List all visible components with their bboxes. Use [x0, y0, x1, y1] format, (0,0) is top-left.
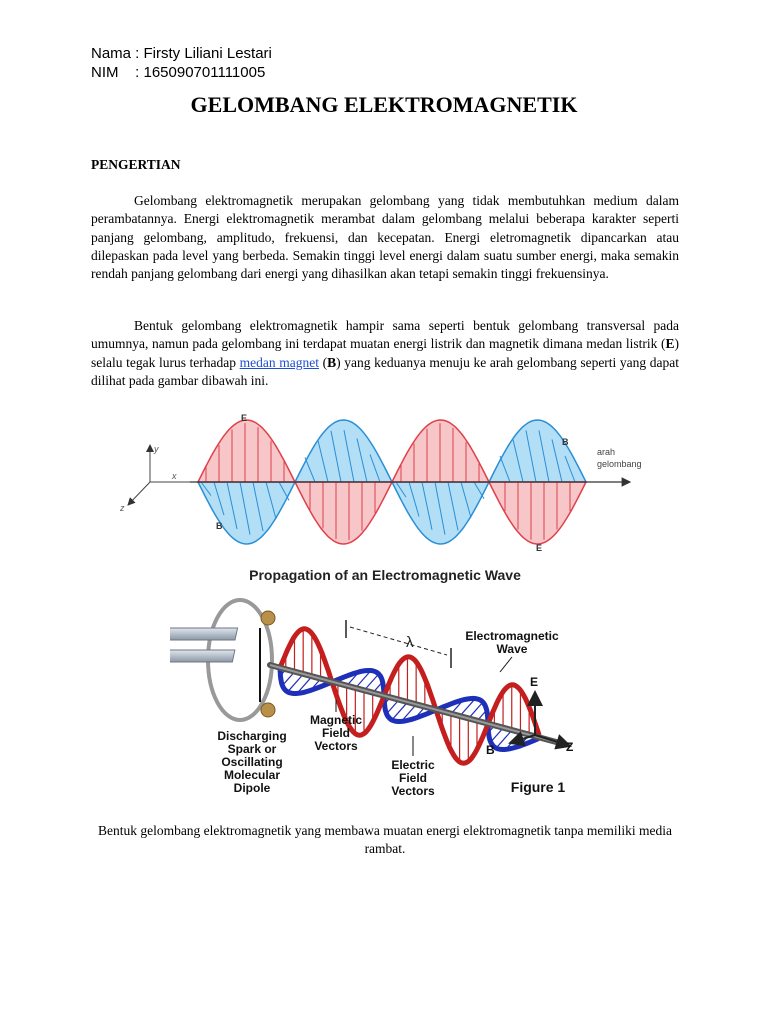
em-wave-diagram — [110, 405, 670, 560]
paragraph-2-text — [91, 317, 679, 390]
figure2-title: Propagation of an Electromagnetic Wave — [249, 567, 521, 583]
source-label — [217, 729, 286, 795]
source-label-2: Spark or — [227, 742, 277, 756]
axis-z-label: Z — [566, 740, 574, 754]
lambda-label: λ — [406, 634, 414, 651]
em-wave-pointer — [500, 657, 512, 672]
axis-b-label: B — [486, 743, 495, 757]
medan-magnet-link[interactable]: medan magnet — [239, 354, 319, 370]
spark-ball-bottom — [261, 703, 275, 717]
axis-y-label: y — [154, 444, 159, 454]
p2-b-bold: B — [327, 354, 337, 370]
em-wave-label-1: Electromagnetic — [465, 629, 559, 643]
magnetic-field-vector — [393, 702, 407, 718]
p2-part1: Bentuk gelombang elektromagnetik hampir sama seperti bentuk gelombang transversal pada umumnya, namun pada gelombang ini terdapat muatan energi listrik dan magnetik dimana medan listrik ( — [91, 318, 679, 352]
paragraph-wave-form — [91, 317, 679, 390]
paragraph-definition — [91, 192, 679, 283]
label-b-right: B — [562, 437, 569, 447]
electric-label — [391, 758, 435, 798]
source-label-4: Molecular — [223, 768, 281, 782]
z-axis-line — [128, 482, 150, 505]
magnetic-field-vector — [498, 730, 512, 746]
spark-ball-top — [261, 611, 275, 625]
magnetic-label-1: Magnetic — [309, 713, 363, 727]
student-nim-line: NIM : 165090701111005 — [91, 64, 266, 81]
page-title: GELOMBANG ELEKTROMAGNETIK — [190, 92, 578, 117]
capacitor-plate-bottom — [170, 650, 235, 662]
capacitor-plate-top — [170, 628, 238, 640]
lambda-span — [350, 627, 447, 655]
source-label-5: Dipole — [233, 781, 271, 795]
magnetic-field-vector — [289, 674, 303, 690]
p2-part3: ( — [319, 354, 328, 370]
axis-e-label: E — [530, 675, 539, 689]
propagation-rod-highlight — [270, 665, 560, 743]
p2-e-bold: E — [665, 336, 675, 352]
student-name-line: Nama : Firsty Liliani Lestari — [91, 45, 272, 62]
label-e-top: E — [241, 413, 248, 423]
source-label-3: Oscillating — [221, 755, 283, 769]
section-heading: PENGERTIAN — [91, 157, 181, 172]
axis-x-label: x — [172, 471, 177, 481]
p2-part2: ) selalu tegak lurus terhadap — [91, 336, 679, 370]
p2-part4: ) yang keduanya menuju ke arah gelombang seperti yang dapat dilihat pada gambar dibawah ini. — [91, 354, 680, 388]
source-label-1: Discharging — [217, 729, 287, 743]
label-b-left: B — [216, 521, 223, 531]
direction-label-1: arah — [597, 447, 616, 457]
paragraph-1-text: Gelombang elektromagnetik merupakan gelombang yang tidak membutuhkan medium dalam perambatannya. Energi elektromagnetik merambat dalam gelombang melalui beberapa karakter seperti panjang gelombang, amplitudo, frekuensi, dan kecepatan. Energi eletromagnetik dipancarkan atau dilepaskan pada level yang berbeda. Semakin tinggi level energi dalam suatu sumber energi, maka semakin rendah panjang gelombang dari energi yang dihasilkan akan tetapi semakin tinggi frekuensinya. — [91, 193, 679, 282]
electric-label-3: Vectors — [391, 784, 435, 798]
em-propagation-figure — [170, 560, 600, 805]
direction-label-2: gelombang — [597, 459, 642, 469]
em-wave-label-2: Wave — [496, 642, 528, 656]
electric-label-2: Field — [398, 771, 428, 785]
figure-label: Figure 1 — [510, 779, 566, 795]
magnetic-label-3: Vectors — [314, 739, 358, 753]
axis-z-label: z — [120, 503, 125, 513]
figure-caption: Bentuk gelombang elektromagnetik yang membawa muatan energi elektromagnetik tanpa memiliki media rambat. — [97, 823, 673, 856]
magnetic-label-2: Field — [321, 726, 351, 740]
label-e-bottom: E — [536, 543, 543, 553]
electric-label-1: Electric — [391, 758, 435, 772]
